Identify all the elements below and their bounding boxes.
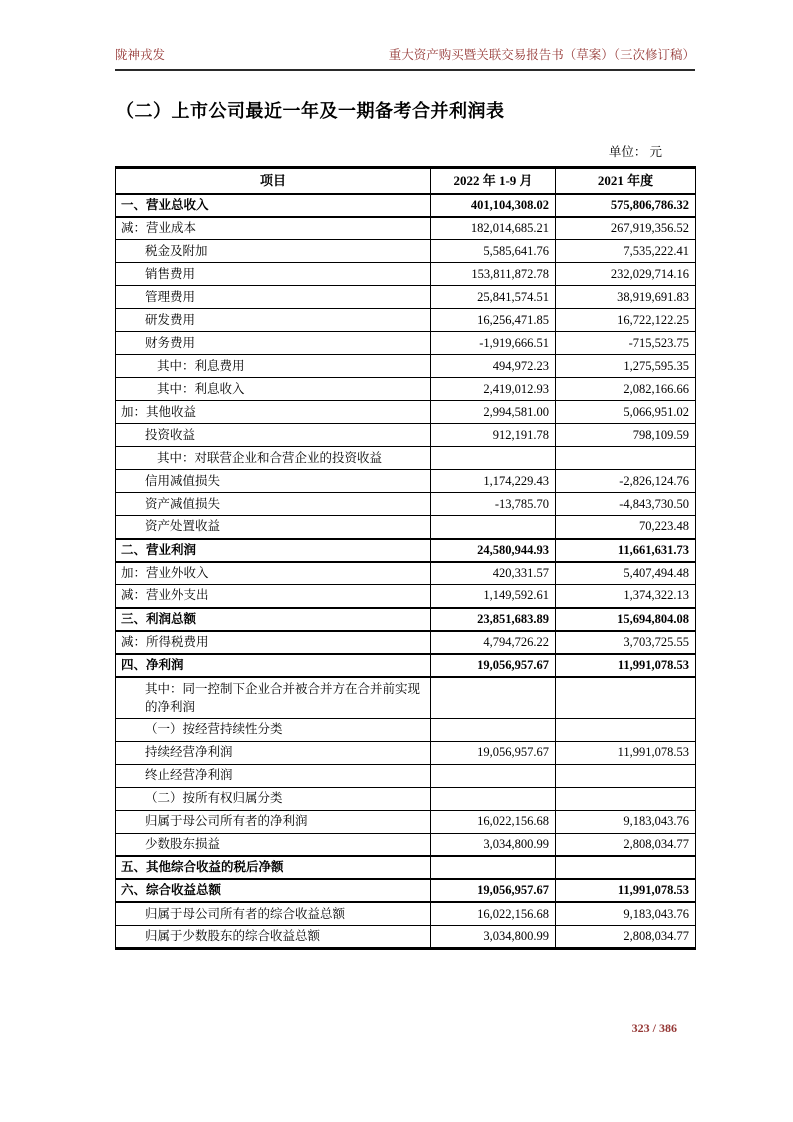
item-cell: 信用减值损失	[116, 470, 431, 493]
value-cell-2022: 494,972.23	[431, 355, 556, 378]
value-cell-2022: 153,811,872.78	[431, 263, 556, 286]
value-cell-2022: 3,034,800.99	[431, 833, 556, 856]
column-header-2022: 2022 年 1-9 月	[431, 168, 556, 194]
item-cell: 投资收益	[116, 424, 431, 447]
table-row	[116, 810, 696, 833]
table-row	[116, 240, 696, 263]
table-row	[116, 764, 696, 787]
value-cell-2022: 24,580,944.93	[431, 539, 556, 562]
item-cell: （一）按经营持续性分类	[116, 718, 431, 741]
value-cell-2022: 2,419,012.93	[431, 378, 556, 401]
item-cell: 其中：利息费用	[116, 355, 431, 378]
item-cell: 减：营业外支出	[116, 585, 431, 608]
value-cell-2021: 11,991,078.53	[556, 654, 696, 677]
value-cell-2022: 401,104,308.02	[431, 194, 556, 217]
value-cell-2022: 420,331.57	[431, 562, 556, 585]
value-cell-2021	[556, 787, 696, 810]
value-cell-2021: 2,808,034.77	[556, 833, 696, 856]
table-row	[116, 677, 696, 719]
item-cell: 归属于母公司所有者的净利润	[116, 810, 431, 833]
item-cell: 其中：同一控制下企业合并被合并方在合并前实现的净利润	[116, 677, 431, 719]
item-cell: （二）按所有权归属分类	[116, 787, 431, 810]
table-row	[116, 286, 696, 309]
value-cell-2022: 3,034,800.99	[431, 925, 556, 948]
income-statement-table	[115, 166, 696, 950]
value-cell-2021: 11,991,078.53	[556, 741, 696, 764]
table-row	[116, 608, 696, 631]
value-cell-2022	[431, 856, 556, 879]
table-row	[116, 562, 696, 585]
value-cell-2022: -13,785.70	[431, 493, 556, 516]
item-cell: 三、利润总额	[116, 608, 431, 631]
value-cell-2021: 15,694,804.08	[556, 608, 696, 631]
value-cell-2022: 25,841,574.51	[431, 286, 556, 309]
table-row	[116, 401, 696, 424]
value-cell-2021: -4,843,730.50	[556, 493, 696, 516]
value-cell-2022	[431, 677, 556, 719]
table-row	[116, 833, 696, 856]
value-cell-2022: 19,056,957.67	[431, 654, 556, 677]
value-cell-2022	[431, 764, 556, 787]
item-cell: 一、营业总收入	[116, 194, 431, 217]
item-cell: 其中：利息收入	[116, 378, 431, 401]
value-cell-2021: 9,183,043.76	[556, 902, 696, 925]
value-cell-2021: 11,991,078.53	[556, 879, 696, 902]
column-header-item: 项目	[116, 168, 431, 194]
table-body	[116, 194, 696, 949]
table-row	[116, 718, 696, 741]
item-cell: 加：其他收益	[116, 401, 431, 424]
value-cell-2022	[431, 447, 556, 470]
table-row	[116, 493, 696, 516]
table-header-row	[116, 168, 696, 194]
value-cell-2022	[431, 787, 556, 810]
value-cell-2022: 912,191.78	[431, 424, 556, 447]
value-cell-2021: -715,523.75	[556, 332, 696, 355]
table-row	[116, 925, 696, 948]
value-cell-2021: 11,661,631.73	[556, 539, 696, 562]
value-cell-2021: 70,223.48	[556, 516, 696, 539]
item-cell: 财务费用	[116, 332, 431, 355]
section-title: （二）上市公司最近一年及一期备考合并利润表	[116, 101, 505, 121]
value-cell-2021: 267,919,356.52	[556, 217, 696, 240]
value-cell-2021: 2,082,166.66	[556, 378, 696, 401]
value-cell-2021: 232,029,714.16	[556, 263, 696, 286]
table-row	[116, 355, 696, 378]
item-cell: 资产减值损失	[116, 493, 431, 516]
table-row	[116, 631, 696, 654]
value-cell-2022: 182,014,685.21	[431, 217, 556, 240]
item-cell: 减：营业成本	[116, 217, 431, 240]
table-row	[116, 787, 696, 810]
table-row	[116, 424, 696, 447]
table-row	[116, 378, 696, 401]
unit-label: 单位： 元	[608, 145, 662, 159]
item-cell: 归属于母公司所有者的综合收益总额	[116, 902, 431, 925]
value-cell-2021: 575,806,786.32	[556, 194, 696, 217]
value-cell-2021: 5,066,951.02	[556, 401, 696, 424]
value-cell-2021: 16,722,122.25	[556, 309, 696, 332]
value-cell-2021: -2,826,124.76	[556, 470, 696, 493]
value-cell-2021: 38,919,691.83	[556, 286, 696, 309]
item-cell: 五、其他综合收益的税后净额	[116, 856, 431, 879]
value-cell-2021: 1,275,595.35	[556, 355, 696, 378]
item-cell: 加：营业外收入	[116, 562, 431, 585]
running-header	[115, 48, 695, 71]
value-cell-2021	[556, 677, 696, 719]
item-cell: 销售费用	[116, 263, 431, 286]
item-cell: 资产处置收益	[116, 516, 431, 539]
value-cell-2022: 19,056,957.67	[431, 879, 556, 902]
value-cell-2022: 5,585,641.76	[431, 240, 556, 263]
value-cell-2021: 7,535,222.41	[556, 240, 696, 263]
item-cell: 税金及附加	[116, 240, 431, 263]
item-cell: 持续经营净利润	[116, 741, 431, 764]
report-title: 重大资产购买暨关联交易报告书（草案）（三次修订稿）	[388, 48, 695, 62]
value-cell-2021: 5,407,494.48	[556, 562, 696, 585]
item-cell: 终止经营净利润	[116, 764, 431, 787]
value-cell-2021	[556, 718, 696, 741]
value-cell-2022: 23,851,683.89	[431, 608, 556, 631]
table-row	[116, 332, 696, 355]
item-cell: 管理费用	[116, 286, 431, 309]
item-cell: 二、营业利润	[116, 539, 431, 562]
value-cell-2022	[431, 718, 556, 741]
table-row	[116, 309, 696, 332]
table-row	[116, 585, 696, 608]
value-cell-2022: 4,794,726.22	[431, 631, 556, 654]
value-cell-2021: 2,808,034.77	[556, 925, 696, 948]
item-cell: 归属于少数股东的综合收益总额	[116, 925, 431, 948]
table-row	[116, 654, 696, 677]
value-cell-2021: 798,109.59	[556, 424, 696, 447]
item-cell: 其中：对联营企业和合营企业的投资收益	[116, 447, 431, 470]
value-cell-2021: 9,183,043.76	[556, 810, 696, 833]
item-cell: 六、综合收益总额	[116, 879, 431, 902]
value-cell-2022	[431, 516, 556, 539]
column-header-2021: 2021 年度	[556, 168, 696, 194]
table-row	[116, 856, 696, 879]
value-cell-2022: 2,994,581.00	[431, 401, 556, 424]
value-cell-2022: 1,174,229.43	[431, 470, 556, 493]
company-short-name: 陇神戎发	[115, 48, 166, 62]
page-number: 323 / 386	[631, 1021, 677, 1035]
table-row	[116, 194, 696, 217]
value-cell-2021	[556, 447, 696, 470]
table-row	[116, 470, 696, 493]
value-cell-2021: 1,374,322.13	[556, 585, 696, 608]
value-cell-2022: 16,022,156.68	[431, 902, 556, 925]
value-cell-2021	[556, 764, 696, 787]
table-row	[116, 447, 696, 470]
table-row	[116, 217, 696, 240]
value-cell-2022: 1,149,592.61	[431, 585, 556, 608]
table-row	[116, 539, 696, 562]
value-cell-2022: -1,919,666.51	[431, 332, 556, 355]
table-row	[116, 879, 696, 902]
value-cell-2022: 16,256,471.85	[431, 309, 556, 332]
table-row	[116, 902, 696, 925]
table-row	[116, 263, 696, 286]
value-cell-2021	[556, 856, 696, 879]
item-cell: 少数股东损益	[116, 833, 431, 856]
table-row	[116, 516, 696, 539]
item-cell: 研发费用	[116, 309, 431, 332]
item-cell: 四、净利润	[116, 654, 431, 677]
item-cell: 减：所得税费用	[116, 631, 431, 654]
value-cell-2022: 16,022,156.68	[431, 810, 556, 833]
table-row	[116, 741, 696, 764]
value-cell-2022: 19,056,957.67	[431, 741, 556, 764]
value-cell-2021: 3,703,725.55	[556, 631, 696, 654]
